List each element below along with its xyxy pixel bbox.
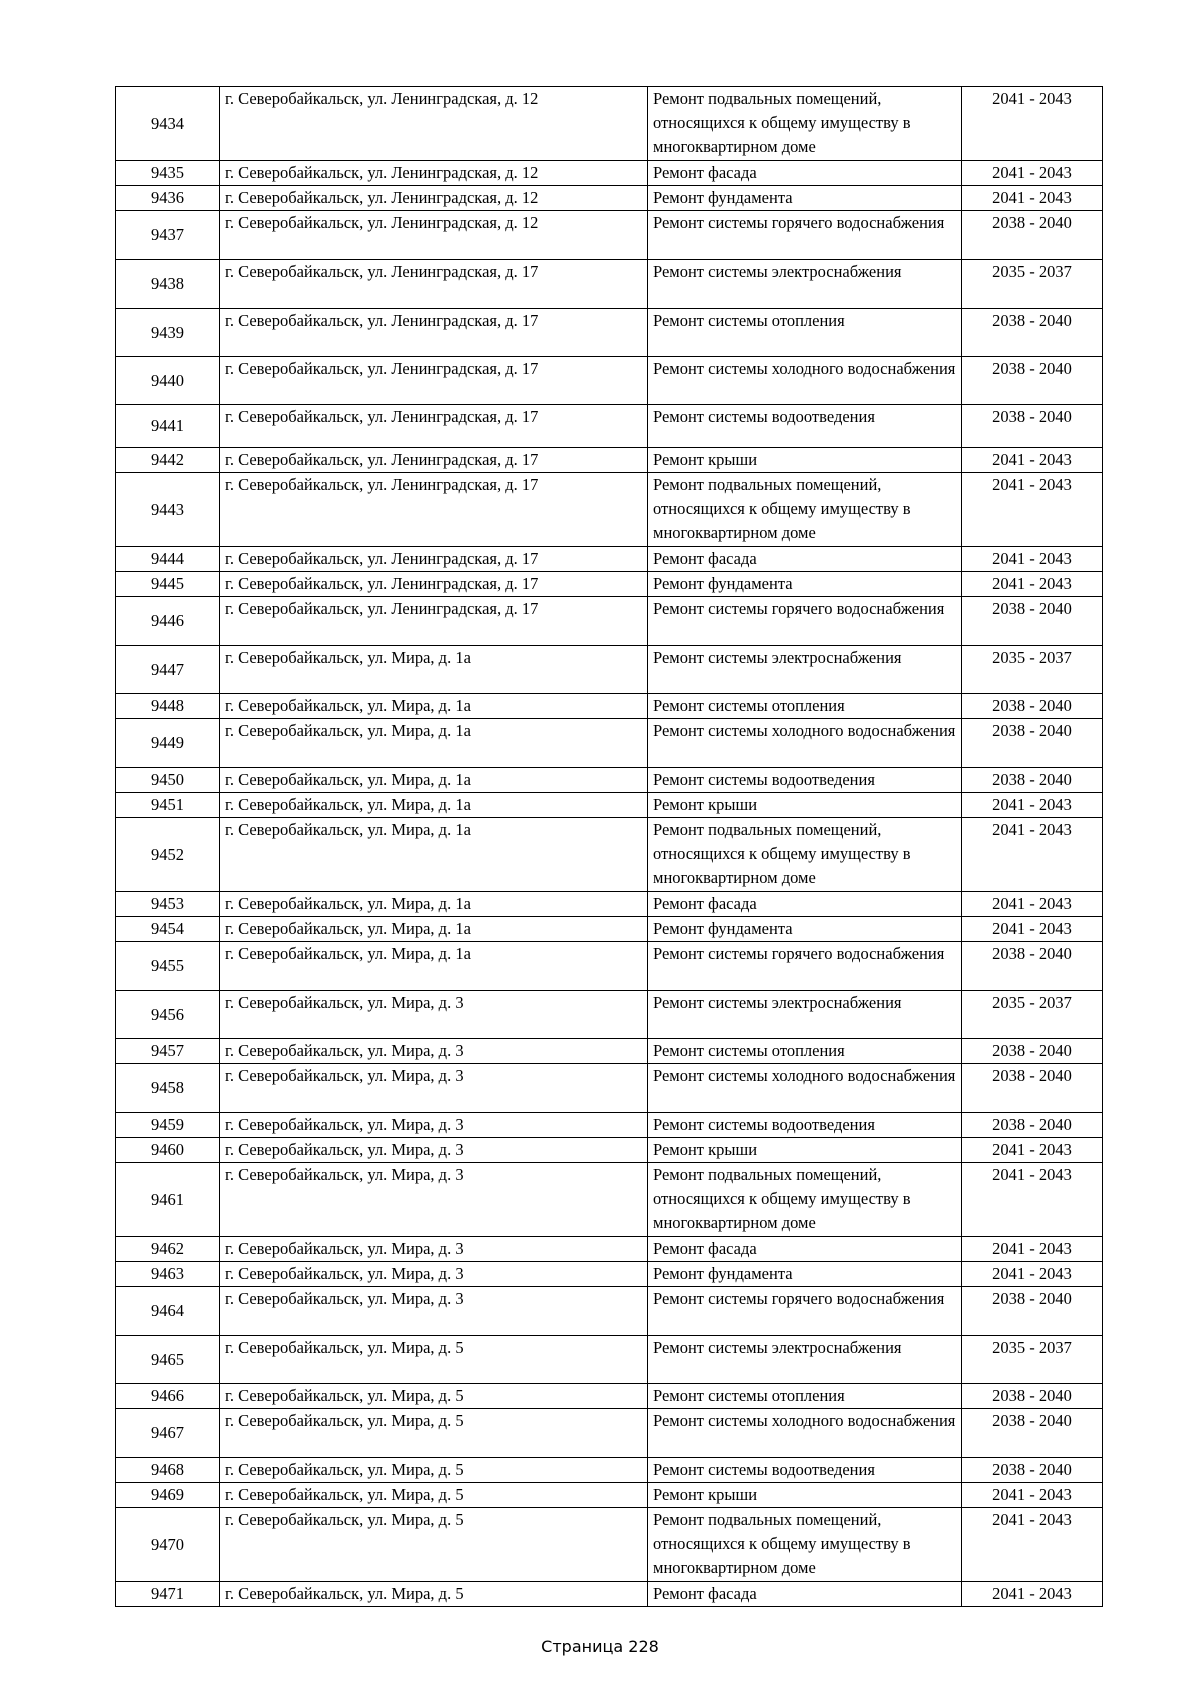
row-number-cell: 9456 xyxy=(116,991,220,1039)
work-type-cell: Ремонт системы горячего водоснабжения xyxy=(648,211,962,260)
row-number-cell: 9443 xyxy=(116,473,220,547)
work-type-cell: Ремонт системы электроснабжения xyxy=(648,1336,962,1384)
row-number-cell: 9437 xyxy=(116,211,220,260)
table-row xyxy=(116,719,1103,768)
address-cell: г. Северобайкальск, ул. Мира, д. 1а xyxy=(220,892,648,917)
period-cell: 2041 - 2043 xyxy=(962,473,1103,547)
row-number-cell: 9460 xyxy=(116,1138,220,1163)
table-row xyxy=(116,211,1103,260)
table-row xyxy=(116,942,1103,991)
address-cell: г. Северобайкальск, ул. Ленинградская, д. 17 xyxy=(220,597,648,646)
period-cell: 2041 - 2043 xyxy=(962,793,1103,818)
table-row xyxy=(116,357,1103,405)
work-type-cell: Ремонт подвальных помещений, относящихся к общему имуществу в многоквартирном доме xyxy=(648,473,962,547)
table-row xyxy=(116,1237,1103,1262)
row-number-cell: 9448 xyxy=(116,694,220,719)
row-number-cell: 9452 xyxy=(116,818,220,892)
row-number-cell: 9449 xyxy=(116,719,220,768)
address-cell: г. Северобайкальск, ул. Ленинградская, д. 12 xyxy=(220,87,648,161)
work-type-cell: Ремонт подвальных помещений, относящихся к общему имуществу в многоквартирном доме xyxy=(648,1163,962,1237)
period-cell: 2041 - 2043 xyxy=(962,161,1103,186)
period-cell: 2038 - 2040 xyxy=(962,211,1103,260)
work-type-cell: Ремонт фундамента xyxy=(648,917,962,942)
work-type-cell: Ремонт фундамента xyxy=(648,572,962,597)
work-type-cell: Ремонт системы отопления xyxy=(648,694,962,719)
row-number-cell: 9439 xyxy=(116,309,220,357)
table-row xyxy=(116,309,1103,357)
address-cell: г. Северобайкальск, ул. Ленинградская, д. 12 xyxy=(220,186,648,211)
table-row xyxy=(116,161,1103,186)
address-cell: г. Северобайкальск, ул. Ленинградская, д. 17 xyxy=(220,572,648,597)
address-cell: г. Северобайкальск, ул. Мира, д. 1а xyxy=(220,818,648,892)
work-type-cell: Ремонт системы отопления xyxy=(648,1039,962,1064)
work-type-cell: Ремонт подвальных помещений, относящихся к общему имуществу в многоквартирном доме xyxy=(648,87,962,161)
work-type-cell: Ремонт системы водоотведения xyxy=(648,405,962,448)
table-row xyxy=(116,793,1103,818)
work-type-cell: Ремонт системы отопления xyxy=(648,1384,962,1409)
work-type-cell: Ремонт фундамента xyxy=(648,1262,962,1287)
period-cell: 2035 - 2037 xyxy=(962,1336,1103,1384)
address-cell: г. Северобайкальск, ул. Мира, д. 3 xyxy=(220,1237,648,1262)
work-type-cell: Ремонт фасада xyxy=(648,547,962,572)
period-cell: 2038 - 2040 xyxy=(962,694,1103,719)
work-type-cell: Ремонт подвальных помещений, относящихся к общему имуществу в многоквартирном доме xyxy=(648,1508,962,1582)
period-cell: 2038 - 2040 xyxy=(962,309,1103,357)
work-type-cell: Ремонт системы холодного водоснабжения xyxy=(648,1064,962,1113)
table-body xyxy=(116,87,1103,1607)
period-cell: 2038 - 2040 xyxy=(962,357,1103,405)
table-row xyxy=(116,1039,1103,1064)
address-cell: г. Северобайкальск, ул. Мира, д. 1а xyxy=(220,768,648,793)
address-cell: г. Северобайкальск, ул. Мира, д. 3 xyxy=(220,991,648,1039)
table-row xyxy=(116,260,1103,309)
table-row xyxy=(116,991,1103,1039)
table-row xyxy=(116,694,1103,719)
row-number-cell: 9450 xyxy=(116,768,220,793)
row-number-cell: 9469 xyxy=(116,1483,220,1508)
address-cell: г. Северобайкальск, ул. Мира, д. 5 xyxy=(220,1508,648,1582)
address-cell: г. Северобайкальск, ул. Мира, д. 5 xyxy=(220,1409,648,1458)
row-number-cell: 9471 xyxy=(116,1582,220,1607)
address-cell: г. Северобайкальск, ул. Мира, д. 5 xyxy=(220,1582,648,1607)
period-cell: 2041 - 2043 xyxy=(962,1582,1103,1607)
work-type-cell: Ремонт крыши xyxy=(648,1138,962,1163)
work-type-cell: Ремонт системы электроснабжения xyxy=(648,646,962,694)
row-number-cell: 9444 xyxy=(116,547,220,572)
row-number-cell: 9459 xyxy=(116,1113,220,1138)
table-row xyxy=(116,892,1103,917)
table-row xyxy=(116,1508,1103,1582)
row-number-cell: 9465 xyxy=(116,1336,220,1384)
period-cell: 2035 - 2037 xyxy=(962,646,1103,694)
row-number-cell: 9466 xyxy=(116,1384,220,1409)
work-type-cell: Ремонт крыши xyxy=(648,448,962,473)
table-row xyxy=(116,1138,1103,1163)
work-type-cell: Ремонт системы горячего водоснабжения xyxy=(648,597,962,646)
period-cell: 2041 - 2043 xyxy=(962,1138,1103,1163)
row-number-cell: 9454 xyxy=(116,917,220,942)
table-row xyxy=(116,597,1103,646)
table-row xyxy=(116,1458,1103,1483)
work-type-cell: Ремонт системы горячего водоснабжения xyxy=(648,942,962,991)
period-cell: 2038 - 2040 xyxy=(962,768,1103,793)
table-row xyxy=(116,1262,1103,1287)
row-number-cell: 9468 xyxy=(116,1458,220,1483)
table-row xyxy=(116,572,1103,597)
table-row xyxy=(116,1163,1103,1237)
address-cell: г. Северобайкальск, ул. Мира, д. 1а xyxy=(220,942,648,991)
period-cell: 2038 - 2040 xyxy=(962,1113,1103,1138)
work-type-cell: Ремонт крыши xyxy=(648,793,962,818)
address-cell: г. Северобайкальск, ул. Мира, д. 3 xyxy=(220,1138,648,1163)
work-type-cell: Ремонт системы электроснабжения xyxy=(648,991,962,1039)
row-number-cell: 9457 xyxy=(116,1039,220,1064)
address-cell: г. Северобайкальск, ул. Мира, д. 3 xyxy=(220,1039,648,1064)
period-cell: 2038 - 2040 xyxy=(962,942,1103,991)
address-cell: г. Северобайкальск, ул. Мира, д. 3 xyxy=(220,1163,648,1237)
address-cell: г. Северобайкальск, ул. Ленинградская, д. 17 xyxy=(220,309,648,357)
address-cell: г. Северобайкальск, ул. Ленинградская, д. 17 xyxy=(220,547,648,572)
document-sheet xyxy=(115,86,1102,1607)
row-number-cell: 9440 xyxy=(116,357,220,405)
period-cell: 2038 - 2040 xyxy=(962,1384,1103,1409)
period-cell: 2041 - 2043 xyxy=(962,818,1103,892)
work-type-cell: Ремонт фасада xyxy=(648,892,962,917)
address-cell: г. Северобайкальск, ул. Мира, д. 3 xyxy=(220,1287,648,1336)
row-number-cell: 9463 xyxy=(116,1262,220,1287)
period-cell: 2035 - 2037 xyxy=(962,260,1103,309)
period-cell: 2038 - 2040 xyxy=(962,597,1103,646)
work-type-cell: Ремонт системы холодного водоснабжения xyxy=(648,1409,962,1458)
row-number-cell: 9470 xyxy=(116,1508,220,1582)
work-type-cell: Ремонт системы электроснабжения xyxy=(648,260,962,309)
page-number: Страница 228 xyxy=(541,1637,659,1656)
work-type-cell: Ремонт фасада xyxy=(648,1237,962,1262)
table-row xyxy=(116,646,1103,694)
address-cell: г. Северобайкальск, ул. Мира, д. 5 xyxy=(220,1384,648,1409)
table-row xyxy=(116,87,1103,161)
period-cell: 2038 - 2040 xyxy=(962,1287,1103,1336)
work-type-cell: Ремонт системы холодного водоснабжения xyxy=(648,719,962,768)
row-number-cell: 9462 xyxy=(116,1237,220,1262)
work-type-cell: Ремонт фасада xyxy=(648,161,962,186)
row-number-cell: 9453 xyxy=(116,892,220,917)
address-cell: г. Северобайкальск, ул. Мира, д. 1а xyxy=(220,917,648,942)
work-type-cell: Ремонт крыши xyxy=(648,1483,962,1508)
address-cell: г. Северобайкальск, ул. Ленинградская, д. 12 xyxy=(220,211,648,260)
row-number-cell: 9436 xyxy=(116,186,220,211)
work-type-cell: Ремонт системы водоотведения xyxy=(648,768,962,793)
row-number-cell: 9467 xyxy=(116,1409,220,1458)
address-cell: г. Северобайкальск, ул. Мира, д. 1а xyxy=(220,719,648,768)
period-cell: 2041 - 2043 xyxy=(962,1508,1103,1582)
address-cell: г. Северобайкальск, ул. Мира, д. 3 xyxy=(220,1262,648,1287)
period-cell: 2041 - 2043 xyxy=(962,572,1103,597)
table-row xyxy=(116,547,1103,572)
row-number-cell: 9438 xyxy=(116,260,220,309)
work-type-cell: Ремонт системы холодного водоснабжения xyxy=(648,357,962,405)
row-number-cell: 9446 xyxy=(116,597,220,646)
address-cell: г. Северобайкальск, ул. Мира, д. 3 xyxy=(220,1113,648,1138)
table-row xyxy=(116,818,1103,892)
address-cell: г. Северобайкальск, ул. Мира, д. 1а xyxy=(220,793,648,818)
work-type-cell: Ремонт системы отопления xyxy=(648,309,962,357)
address-cell: г. Северобайкальск, ул. Мира, д. 5 xyxy=(220,1336,648,1384)
period-cell: 2041 - 2043 xyxy=(962,87,1103,161)
period-cell: 2041 - 2043 xyxy=(962,917,1103,942)
table-row xyxy=(116,1113,1103,1138)
period-cell: 2041 - 2043 xyxy=(962,448,1103,473)
row-number-cell: 9442 xyxy=(116,448,220,473)
period-cell: 2038 - 2040 xyxy=(962,719,1103,768)
address-cell: г. Северобайкальск, ул. Мира, д. 3 xyxy=(220,1064,648,1113)
address-cell: г. Северобайкальск, ул. Ленинградская, д. 12 xyxy=(220,161,648,186)
table-row xyxy=(116,1409,1103,1458)
work-type-cell: Ремонт фасада xyxy=(648,1582,962,1607)
address-cell: г. Северобайкальск, ул. Ленинградская, д. 17 xyxy=(220,473,648,547)
period-cell: 2041 - 2043 xyxy=(962,547,1103,572)
period-cell: 2041 - 2043 xyxy=(962,1163,1103,1237)
period-cell: 2041 - 2043 xyxy=(962,1237,1103,1262)
period-cell: 2038 - 2040 xyxy=(962,1458,1103,1483)
row-number-cell: 9451 xyxy=(116,793,220,818)
table-row xyxy=(116,1287,1103,1336)
address-cell: г. Северобайкальск, ул. Ленинградская, д. 17 xyxy=(220,405,648,448)
period-cell: 2041 - 2043 xyxy=(962,186,1103,211)
row-number-cell: 9455 xyxy=(116,942,220,991)
period-cell: 2038 - 2040 xyxy=(962,1064,1103,1113)
period-cell: 2038 - 2040 xyxy=(962,1039,1103,1064)
table-row xyxy=(116,405,1103,448)
row-number-cell: 9435 xyxy=(116,161,220,186)
period-cell: 2041 - 2043 xyxy=(962,892,1103,917)
period-cell: 2038 - 2040 xyxy=(962,1409,1103,1458)
row-number-cell: 9445 xyxy=(116,572,220,597)
address-cell: г. Северобайкальск, ул. Мира, д. 5 xyxy=(220,1483,648,1508)
row-number-cell: 9447 xyxy=(116,646,220,694)
table-row xyxy=(116,1384,1103,1409)
address-cell: г. Северобайкальск, ул. Ленинградская, д. 17 xyxy=(220,448,648,473)
address-cell: г. Северобайкальск, ул. Мира, д. 1а xyxy=(220,646,648,694)
table-row xyxy=(116,1483,1103,1508)
period-cell: 2035 - 2037 xyxy=(962,991,1103,1039)
period-cell: 2041 - 2043 xyxy=(962,1262,1103,1287)
table-row xyxy=(116,1582,1103,1607)
work-type-cell: Ремонт системы горячего водоснабжения xyxy=(648,1287,962,1336)
row-number-cell: 9458 xyxy=(116,1064,220,1113)
work-type-cell: Ремонт системы водоотведения xyxy=(648,1113,962,1138)
row-number-cell: 9461 xyxy=(116,1163,220,1237)
address-cell: г. Северобайкальск, ул. Мира, д. 1а xyxy=(220,694,648,719)
table-row xyxy=(116,1336,1103,1384)
work-type-cell: Ремонт подвальных помещений, относящихся к общему имуществу в многоквартирном доме xyxy=(648,818,962,892)
period-cell: 2041 - 2043 xyxy=(962,1483,1103,1508)
repair-schedule-table xyxy=(115,86,1103,1607)
row-number-cell: 9464 xyxy=(116,1287,220,1336)
row-number-cell: 9441 xyxy=(116,405,220,448)
work-type-cell: Ремонт системы водоотведения xyxy=(648,1458,962,1483)
table-row xyxy=(116,186,1103,211)
table-row xyxy=(116,473,1103,547)
address-cell: г. Северобайкальск, ул. Ленинградская, д. 17 xyxy=(220,357,648,405)
table-row xyxy=(116,448,1103,473)
table-row xyxy=(116,1064,1103,1113)
table-row xyxy=(116,768,1103,793)
work-type-cell: Ремонт фундамента xyxy=(648,186,962,211)
address-cell: г. Северобайкальск, ул. Мира, д. 5 xyxy=(220,1458,648,1483)
row-number-cell: 9434 xyxy=(116,87,220,161)
period-cell: 2038 - 2040 xyxy=(962,405,1103,448)
table-row xyxy=(116,917,1103,942)
address-cell: г. Северобайкальск, ул. Ленинградская, д. 17 xyxy=(220,260,648,309)
